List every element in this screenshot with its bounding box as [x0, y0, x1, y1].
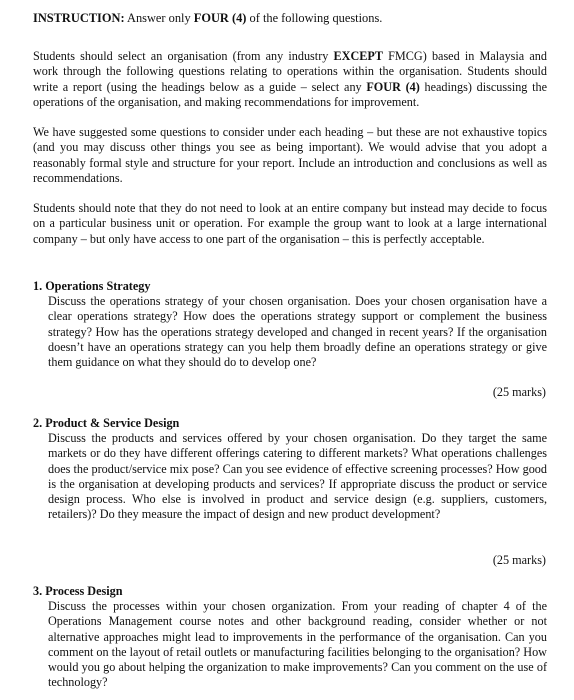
instruction-emphasis: FOUR (4) [193, 11, 247, 25]
p1-emphasis-four: FOUR (4) [366, 79, 420, 94]
section-1-marks: (25 marks) [492, 385, 546, 399]
p1-text-c: FMCG) based in Malaysia and work through the following questions relating to operations within the organisation. Students should write a report (using the headings below as a guide – select any [33, 49, 547, 94]
section-2-body: Discuss the products and services offered by your chosen organisation. Do they target the same markets or do they have different offerings catering to different markets? What operations challenges does the product/service mix pose? Can you see evidence of effective screening processes? How good is the organisation at developing products and services? If appropriate discuss the product or service design process. Who else is involved in product and service design (e.g. suppliers, customers, retailers)? Do they measure the impact of design and new product development? [48, 431, 547, 522]
p1-emphasis-except: EXCEPT [333, 49, 383, 63]
p1-text-e: headings) discussing the operations of the organisation, and making recommendations for improvement. [33, 79, 547, 109]
intro-paragraph-2: We have suggested some questions to consider under each heading – but these are not exhaustive topics (and you may discuss other things you see as being important). We would advise that you adopt a reasonably formal style and structure for your report. Include an introduction and conclusions as well as recommendations. [33, 125, 547, 185]
section-2-title: 2. Product & Service Design [33, 416, 180, 430]
instruction-line [33, 11, 553, 26]
section-1-title: 1. Operations Strategy [33, 279, 151, 293]
instruction-label: INSTRUCTION: [33, 11, 125, 25]
intro-paragraph-3: Students should note that they do not need to look at an entire company but instead may decide to focus on a particular business unit or operation. For example the group want to look at a large international company – but only have access to one part of the organisation – this is perfectly acceptable. [33, 201, 547, 246]
section-3-title: 3. Process Design [33, 584, 123, 598]
instruction-text-2: of the following questions. [246, 11, 383, 25]
intro-paragraph-1 [33, 49, 547, 110]
instruction-text-1: Answer only [124, 11, 194, 25]
section-1-body: Discuss the operations strategy of your chosen organisation. Does your chosen organisation have a clear operations strategy? How does the operations strategy support or complement the business strategy? How has the operations strategy developed and changed in recent years? If the organisation doesn’t have an operations strategy can you help them broadly define an operations strategy or give them guidance on what they should do to develop one? [48, 294, 547, 370]
section-3-body: Discuss the processes within your chosen organization. From your reading of chapter 4 of the Operations Management course notes and other background reading, consider whether or not alternative approaches might lead to improvements in the performance of the organisation. Can you comment on the layout of retail outlets or manufacturing facilities belonging to the organisation? How would you go about helping the organization to make improvements? Can you comment on the use of technology? [48, 599, 547, 690]
p1-text-a: Students should select an organisation (from any industry [33, 49, 334, 63]
section-2-marks: (25 marks) [492, 553, 546, 567]
